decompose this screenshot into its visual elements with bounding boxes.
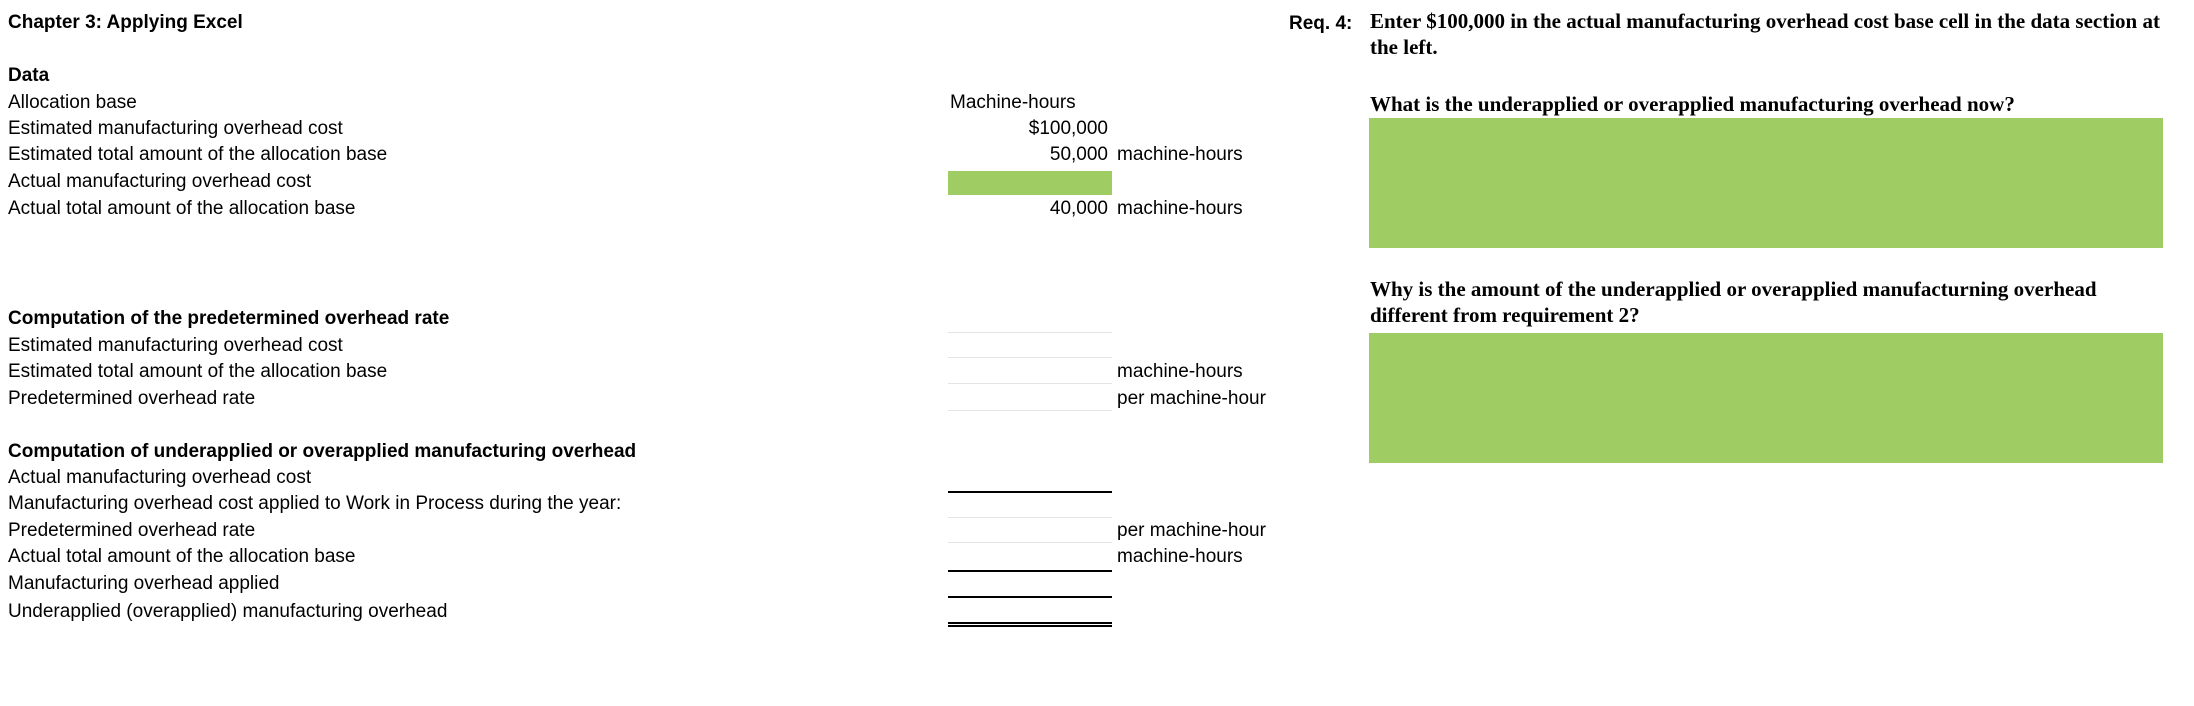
data-value-estimated-base[interactable]: 50,000 [1049, 144, 1108, 165]
underapplied-heading: Computation of underapplied or overapplied manufacturing overhead [8, 441, 637, 462]
requirement-instruction: Enter $100,000 in the actual manufacturing overhead cost base cell in the data section at the left. [1370, 9, 2160, 59]
underapplied-cell-actual-overhead[interactable] [948, 469, 1112, 493]
predetermined-label-estimated-base: Estimated total amount of the allocation base [8, 361, 388, 382]
underapplied-cell-rate[interactable] [948, 520, 1112, 543]
underapplied-label-actual-overhead: Actual manufacturing overhead cost [8, 467, 312, 488]
underapplied-label-actual-base: Actual total amount of the allocation base [8, 546, 356, 567]
answer-box-1[interactable] [1369, 118, 2163, 248]
underapplied-cell-spacer [948, 495, 1112, 518]
question-1: What is the underapplied or overapplied manufacturing overhead now? [1370, 92, 2015, 116]
data-label-estimated-base: Estimated total amount of the allocation base [8, 144, 388, 165]
predetermined-cell-header [948, 310, 1112, 333]
requirement-label: Req. 4: [1289, 13, 1353, 34]
underapplied-cell-result[interactable] [948, 600, 1112, 627]
underapplied-unit-rate: per machine-hour [1117, 520, 1266, 541]
page-title: Chapter 3: Applying Excel [8, 12, 243, 33]
predetermined-heading: Computation of the predetermined overhead rate [8, 308, 450, 329]
answer-box-2[interactable] [1369, 333, 2163, 463]
data-unit-estimated-base: machine-hours [1117, 144, 1243, 165]
underapplied-unit-actual-base: machine-hours [1117, 546, 1243, 567]
underapplied-label-applied-heading: Manufacturing overhead cost applied to Work in Process during the year: [8, 493, 622, 514]
data-value-actual-base[interactable]: 40,000 [1049, 198, 1108, 219]
underapplied-label-overhead-applied: Manufacturing overhead applied [8, 573, 280, 594]
underapplied-cell-overhead-applied[interactable] [948, 574, 1112, 598]
data-value-estimated-overhead[interactable]: $100,000 [1028, 118, 1108, 139]
predetermined-cell-rate[interactable] [948, 388, 1112, 411]
data-label-allocation-base: Allocation base [8, 92, 137, 113]
data-label-estimated-overhead: Estimated manufacturing overhead cost [8, 118, 343, 139]
underapplied-cell-actual-base[interactable] [948, 548, 1112, 572]
underapplied-label-rate: Predetermined overhead rate [8, 520, 256, 541]
predetermined-unit-estimated-base: machine-hours [1117, 361, 1243, 382]
question-2: Why is the amount of the underapplied or overapplied manufacturning overhead different from requirement 2? [1370, 277, 2097, 327]
predetermined-label-estimated-overhead: Estimated manufacturing overhead cost [8, 335, 343, 356]
data-label-actual-base: Actual total amount of the allocation base [8, 198, 356, 219]
data-heading: Data [8, 65, 50, 86]
predetermined-cell-estimated-overhead[interactable] [948, 335, 1112, 358]
underapplied-label-result: Underapplied (overapplied) manufacturing overhead [8, 601, 448, 622]
predetermined-label-rate: Predetermined overhead rate [8, 388, 256, 409]
data-value-allocation-base[interactable]: Machine-hours [950, 92, 1076, 113]
data-label-actual-overhead: Actual manufacturing overhead cost [8, 171, 312, 192]
predetermined-cell-estimated-base[interactable] [948, 361, 1112, 384]
data-unit-actual-base: machine-hours [1117, 198, 1243, 219]
actual-overhead-input-cell[interactable] [948, 171, 1112, 195]
predetermined-unit-rate: per machine-hour [1117, 388, 1266, 409]
